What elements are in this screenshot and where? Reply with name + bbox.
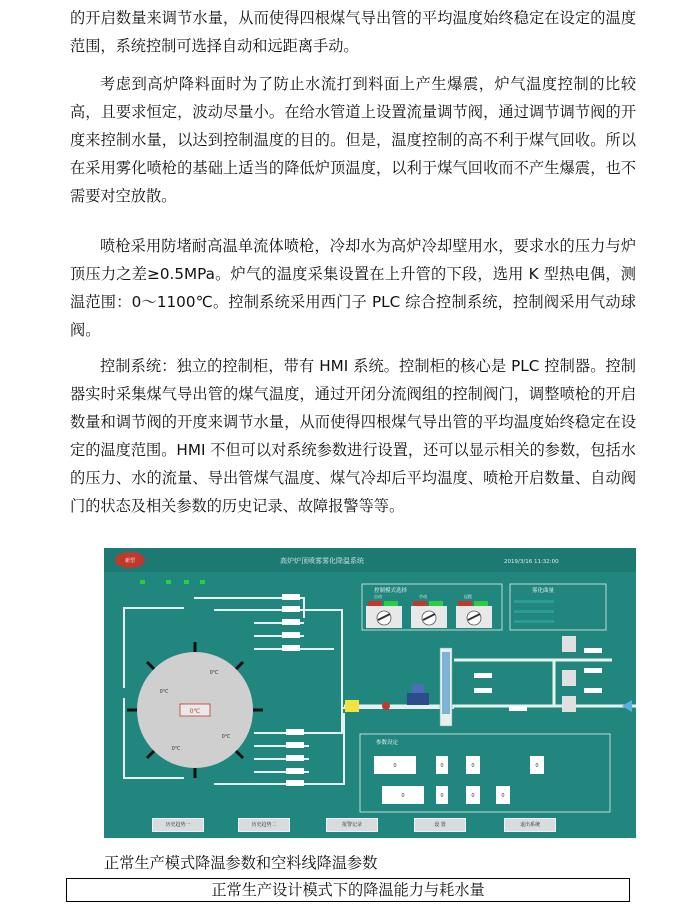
hmi-logo-text: 新型 bbox=[124, 558, 136, 564]
alarm-log-button: 报警记录 bbox=[326, 818, 378, 832]
hmi-datetime: 2019/3/16 11:32:00 bbox=[504, 559, 559, 565]
param-value-1: 0 bbox=[393, 763, 397, 769]
hmi-screenshot bbox=[104, 548, 636, 838]
center-temp: 0℃ bbox=[189, 708, 201, 715]
inlet-arrow-icon bbox=[622, 700, 632, 712]
param-value-8: 0 bbox=[501, 793, 505, 799]
param-value-4: 0 bbox=[535, 763, 539, 769]
atomize-title: 雾化曲量 bbox=[532, 588, 555, 594]
ring-temp-1: 0℃ bbox=[209, 670, 219, 676]
tank-icon bbox=[562, 636, 576, 652]
pump-icon bbox=[382, 702, 390, 710]
history-trend-2-button: 历史趋势二 bbox=[238, 818, 290, 832]
main-supply-pipe bbox=[344, 660, 636, 706]
figure-caption: 正常生产模式降温参数和空料线降温参数 bbox=[104, 854, 378, 872]
paragraph-4: 控制系统：独立的控制柜，带有 HMI 系统。控制柜的核心是 PLC 控制器。控制器实时采集煤气导出管的煤气温度，通过开闭分流阀组的控制阀门，调整喷枪的开启数量和调节阀的开度来调节水量，从而使得四根煤气导出管的平均温度始终稳定在设定的温度范围。HMI 不但可以对系统参数进行设置，还可以显示相关的参数，包括水的压力、水的流量、导出管煤气温度、煤气冷却后平均温度、喷枪开启数量、自动阀门的状态及相关参数的历史记录、故障报警等等。 bbox=[70, 357, 636, 515]
history-trend-1-button: 历史趋势一 bbox=[152, 818, 204, 832]
param-value-7: 0 bbox=[471, 793, 475, 799]
ring-temp-2: 0℃ bbox=[159, 689, 169, 695]
control-mode-title: 控制模式选择 bbox=[374, 588, 408, 594]
param-title: 参数设定 bbox=[376, 740, 399, 746]
settings-button: 设 置 bbox=[414, 818, 466, 832]
paragraph-3: 喷枪采用防堵耐高温单流体喷枪，冷却水为高炉冷却壁用水，要求水的压力与炉顶压力之差≥0.5MPa。炉气的温度采集设置在上升管的下段，选用 K 型热电偶，测温范围：0～1100℃。控制系统采用西门子 PLC 综合控制系统，控制阀采用气动球阀。 bbox=[70, 237, 636, 339]
param-value-5: 0 bbox=[401, 793, 405, 799]
filter-icon bbox=[345, 700, 359, 712]
paragraph-2: 考虑到高炉降料面时为了防止水流打到料面上产生爆震，炉气温度控制的比较高，且要求恒定，波动尽量小。在给水管道上设置流量调节阀，通过调节调节阀的开度来控制水量，以达到控制温度的目的。但是，温度控制的高不利于煤气回收。所以在采用雾化喷枪的基础上适当的降低炉顶温度，以利于煤气回收而不产生爆震，也不需要对空放散。 bbox=[70, 75, 636, 205]
param-value-2: 0 bbox=[440, 763, 444, 769]
mode-tag-2: 手动 bbox=[419, 594, 427, 599]
ring-temp-3: 0℃ bbox=[221, 734, 231, 740]
ring-temp-4: 0℃ bbox=[171, 746, 181, 752]
hmi-diagram bbox=[104, 548, 636, 838]
param-fields bbox=[374, 756, 544, 804]
mode-switches bbox=[366, 601, 492, 628]
mode-tag-3: 远程 bbox=[464, 594, 472, 599]
param-value-3: 0 bbox=[471, 763, 475, 769]
table-header: 正常生产设计模式下的降温能力与耗水量 bbox=[66, 878, 630, 902]
control-valve-icon bbox=[407, 693, 429, 705]
atomize-panel bbox=[510, 584, 606, 630]
param-value-6: 0 bbox=[440, 793, 444, 799]
paragraph-1: 的开启数量来调节水量，从而使得四根煤气导出管的平均温度始终稳定在设定的温度范围，系统控制可选择自动和远距离手动。 bbox=[70, 9, 636, 55]
mode-tag-1: 自动 bbox=[374, 594, 382, 599]
exit-system-button: 退出系统 bbox=[504, 818, 556, 832]
hmi-title: 高炉炉顶喷雾雾化降温系统 bbox=[280, 557, 364, 565]
